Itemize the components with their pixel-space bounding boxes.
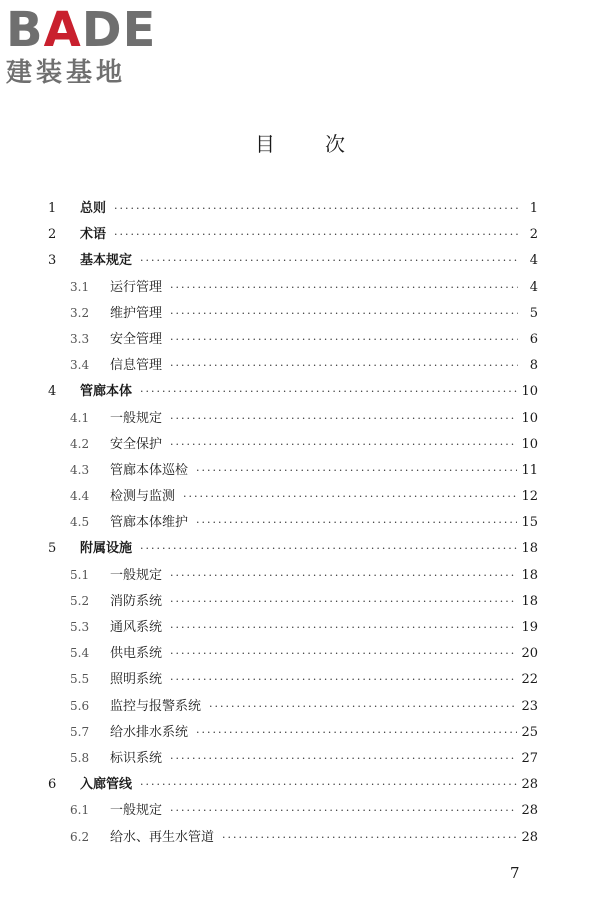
page-number: 7 <box>510 864 520 882</box>
toc-entry-number: 5 <box>48 541 57 557</box>
toc-entry-label: 监控与报警系统 <box>110 698 202 714</box>
toc-entry-label: 给水排水系统 <box>110 724 189 740</box>
toc-entry[interactable] <box>48 328 538 354</box>
toc-entry-number: 6 <box>48 777 57 793</box>
toc-leader-dots <box>140 254 518 267</box>
toc-entry-number: 3.2 <box>70 305 90 320</box>
toc-leader-dots <box>170 752 517 765</box>
toc-leader-dots <box>196 516 517 529</box>
toc-leader-dots <box>196 726 517 739</box>
toc-entry-page: 4 <box>529 279 538 295</box>
toc-entry-number: 3.4 <box>70 358 90 373</box>
toc-entry[interactable] <box>48 354 538 380</box>
toc-leader-dots <box>196 464 517 477</box>
toc-entry-number: 3.3 <box>70 331 90 346</box>
toc-entry-number: 5.4 <box>70 646 90 661</box>
toc-entry[interactable] <box>48 302 538 328</box>
toc-entry-page: 5 <box>529 305 538 321</box>
toc-entry-number: 3.1 <box>70 279 90 294</box>
toc-leader-dots <box>170 804 517 817</box>
toc-entry[interactable] <box>48 485 538 511</box>
toc-entry-label: 管廊本体维护 <box>110 515 189 531</box>
toc-leader-dots <box>170 673 517 686</box>
toc-leader-dots <box>170 307 518 320</box>
toc-entry-label: 基本规定 <box>80 253 133 269</box>
toc-entry-page: 28 <box>521 777 538 793</box>
toc-entry[interactable] <box>48 826 538 852</box>
toc-entry-label: 入廊管线 <box>80 777 133 793</box>
toc-entry[interactable] <box>48 642 538 668</box>
toc-entry-page: 18 <box>521 541 538 557</box>
toc-entry-page: 2 <box>529 227 538 243</box>
toc-leader-dots <box>170 359 518 372</box>
toc-leader-dots <box>140 778 517 791</box>
toc-entry-label: 检测与监测 <box>110 489 176 505</box>
toc-entry-page: 12 <box>521 489 538 505</box>
toc-entry-page: 10 <box>521 410 538 426</box>
toc-leader-dots <box>170 333 518 346</box>
toc-entry-number: 3 <box>48 253 57 269</box>
toc-entry-label: 标识系统 <box>110 750 163 766</box>
toc-leader-dots <box>114 202 518 215</box>
toc-leader-dots <box>209 700 517 713</box>
toc-entry-label: 运行管理 <box>110 279 163 295</box>
toc-entry-page: 4 <box>529 253 538 269</box>
toc-entry-number: 1 <box>48 201 57 216</box>
toc-entry-label: 给水、再生水管道 <box>110 829 215 845</box>
logo-subtitle: 建装基地 <box>6 58 127 88</box>
toc-entry-label: 一般规定 <box>110 803 163 819</box>
toc-entry-page: 1 <box>529 201 538 216</box>
toc-entry-number: 5.2 <box>70 593 90 608</box>
toc-entry-number: 5.1 <box>70 567 90 582</box>
toc-entry-label: 消防系统 <box>110 593 163 609</box>
toc-entry[interactable] <box>48 668 538 694</box>
page-title: 目次 <box>255 132 395 156</box>
toc-entry[interactable] <box>48 773 538 799</box>
toc-entry-page: 28 <box>521 803 538 819</box>
toc-entry-label: 维护管理 <box>110 305 163 321</box>
toc-entry-page: 6 <box>529 331 538 347</box>
toc-leader-dots <box>222 831 517 844</box>
toc-entry-number: 6.1 <box>70 803 90 818</box>
toc-entry-label: 信息管理 <box>110 358 163 374</box>
toc-entry[interactable] <box>48 249 538 275</box>
toc-entry-number: 4.1 <box>70 410 90 425</box>
toc-entry-page: 25 <box>521 724 538 740</box>
toc-entry[interactable] <box>48 564 538 590</box>
toc-entry-label: 总则 <box>80 201 107 216</box>
toc-entry[interactable] <box>48 433 538 459</box>
table-of-contents <box>48 197 538 852</box>
toc-entry[interactable] <box>48 799 538 825</box>
toc-entry-label: 术语 <box>80 227 107 243</box>
toc-entry-number: 6.2 <box>70 829 90 844</box>
toc-entry[interactable] <box>48 276 538 302</box>
toc-entry-page: 18 <box>521 567 538 583</box>
toc-entry[interactable] <box>48 616 538 642</box>
toc-entry-page: 15 <box>521 515 538 531</box>
toc-leader-dots <box>140 542 517 555</box>
toc-leader-dots <box>114 228 518 241</box>
toc-entry[interactable] <box>48 537 538 563</box>
bade-logo <box>6 4 176 88</box>
toc-entry-page: 28 <box>521 829 538 845</box>
toc-entry-page: 18 <box>521 593 538 609</box>
toc-leader-dots <box>170 569 517 582</box>
toc-leader-dots <box>170 621 517 634</box>
toc-entry-number: 4.4 <box>70 489 90 504</box>
toc-leader-dots <box>170 595 517 608</box>
toc-entry-number: 4.5 <box>70 515 90 530</box>
toc-entry-label: 管廊本体 <box>80 384 133 400</box>
toc-entry-page: 10 <box>521 384 538 400</box>
toc-entry[interactable] <box>48 223 538 249</box>
toc-entry-number: 5.8 <box>70 750 90 765</box>
toc-entry[interactable] <box>48 695 538 721</box>
toc-entry-page: 20 <box>521 646 538 662</box>
toc-entry-number: 4 <box>48 384 57 400</box>
toc-entry-page: 19 <box>521 620 538 635</box>
toc-leader-dots <box>170 412 517 425</box>
toc-entry[interactable] <box>48 747 538 773</box>
toc-entry[interactable] <box>48 197 538 223</box>
toc-entry[interactable] <box>48 459 538 485</box>
toc-leader-dots <box>170 438 517 451</box>
toc-entry-page: 11 <box>521 462 538 478</box>
toc-entry-label: 照明系统 <box>110 672 163 688</box>
toc-entry-number: 5.6 <box>70 698 90 713</box>
toc-entry-page: 10 <box>521 436 538 452</box>
toc-entry[interactable] <box>48 511 538 537</box>
toc-entry-label: 一般规定 <box>110 567 163 583</box>
toc-entry-label: 安全保护 <box>110 436 163 452</box>
toc-entry-number: 5.5 <box>70 672 90 687</box>
toc-entry-page: 27 <box>521 750 538 766</box>
toc-entry-label: 安全管理 <box>110 331 163 347</box>
toc-entry-label: 附属设施 <box>80 541 133 557</box>
toc-entry-label: 通风系统 <box>110 620 163 635</box>
toc-leader-dots <box>170 647 517 660</box>
logo-wordmark: BADE <box>6 2 157 58</box>
toc-entry[interactable] <box>48 380 538 406</box>
toc-entry[interactable] <box>48 721 538 747</box>
toc-entry-page: 8 <box>529 358 538 374</box>
toc-entry-page: 23 <box>521 698 538 714</box>
toc-leader-dots <box>170 281 518 294</box>
toc-entry[interactable] <box>48 590 538 616</box>
toc-entry-number: 5.3 <box>70 620 90 634</box>
toc-entry-page: 22 <box>521 672 538 688</box>
toc-entry-number: 4.2 <box>70 436 90 451</box>
toc-entry[interactable] <box>48 407 538 433</box>
toc-entry-number: 5.7 <box>70 724 90 739</box>
toc-entry-label: 管廊本体巡检 <box>110 462 189 478</box>
toc-entry-number: 4.3 <box>70 462 90 477</box>
toc-entry-number: 2 <box>48 227 57 243</box>
toc-leader-dots <box>140 385 517 398</box>
toc-entry-label: 供电系统 <box>110 646 163 662</box>
toc-leader-dots <box>183 490 517 503</box>
toc-entry-label: 一般规定 <box>110 410 163 426</box>
